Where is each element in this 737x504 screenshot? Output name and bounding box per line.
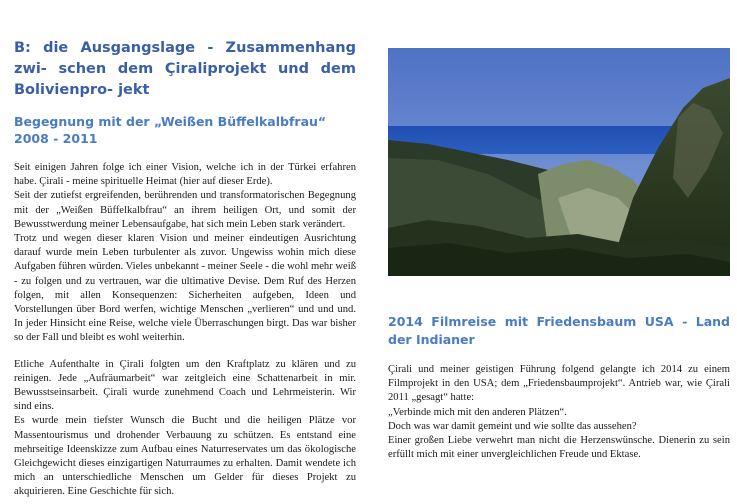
- left-column: [14, 38, 356, 500]
- paragraph-2: Seit der zutiefst ergreifenden, berührenden und transformatorischen Begegnung mit der „Weißen Büffelkalbfrau“ an ihrem heiligen Ort, und somit der Bewusstwerdung meiner Lebensaufgabe, hat sich mein Leben stark verändert.: [14, 190, 356, 230]
- right-paragraph-2: „Verbinde mich mit den anderen Plätzen“.: [388, 406, 567, 418]
- landscape-photo: [388, 48, 730, 276]
- paragraph-3: Trotz und wegen dieser klaren Vision und meiner eindeutigen Ausrichtung darauf wurde mein Leben turbulenter als zuvor. Ungewiss wohin mich diese Aufgaben führen würden. Vieles unbekannt - meiner Seele - die wohl mehr weiß - zu folgen und zu vertrauen, war die ultimative Devise. Dem Ruf des Herzen folgen, mit allen Konsequenzen: Sicherheiten aufgeben, Ideen und Vorstellungen über Bord werfen, wichtige Menschen „verlieren“ und und und. In jeder Hinsicht eine Reise, welche viele Überraschungen birgt. Das war bisher so der Fall und bleibt es wohl weiterhin.: [14, 233, 356, 344]
- section-subheading: Begegnung mit der „Weißen Büffelkalbfrau“ 2008 - 2011: [14, 114, 327, 146]
- right-paragraph-1: Çirali und meiner geistigen Führung folgend gelangte ich 2014 zu einem Filmprojekt in den USA; dem „Friedensbaumprojekt“. Antrieb war, wie Çirali 2011 „gesagt“ hatte:: [388, 364, 730, 404]
- section-heading: B: die Ausgangslage - Zusammenhang zwi- schen dem Çiraliprojekt und dem Bolivienpro- jekt: [14, 40, 356, 98]
- right-paragraph-4: Einer großen Liebe verwehrt man nicht die Herzenswünsche. Dienerin zu sein erfüllt mich mit einer unvergleichlichen Freude und Ektase.: [388, 435, 730, 461]
- paragraph-1: Seit einigen Jahren folge ich einer Vision, welche ich in der Türkei erfahren habe. Çirali - meine spirituelle Heimat (hier auf dieser Erde).: [14, 162, 356, 188]
- right-subheading: 2014 Filmreise mit Friedensbaum USA - Land der Indianer: [388, 314, 730, 347]
- paragraph-4: Etliche Aufenthalte in Çirali folgten um den Kraftplatz zu klären und zu reinigen. Jede „Aufräumarbeit“ war zeitgleich eine Schattenarbeit in mir. Bewusstseinsarbeit. Çirali wurde zunehmend Coach und Lehrmeisterin. Wir sind eins.: [14, 358, 356, 413]
- right-column: [388, 48, 730, 462]
- paragraph-5: Es wurde mein tiefster Wunsch die Bucht und die heiligen Plätze vor Massentourismus und drohender Verbauung zu schützen. Es entstand eine mehrseitige Ideenskizze zum Aufbau eines Naturreservates um das ökologische Gleichgewicht dieses einzigartigen Naturraumes zu erhalten. Damit wendete ich mich an unterschiedliche Menschen um Gelder für dieses Projekt zu akquirieren. Eine Geschichte für sich.: [14, 415, 356, 498]
- right-paragraph-3: Doch was war damit gemeint und wie sollte das aussehen?: [388, 420, 637, 432]
